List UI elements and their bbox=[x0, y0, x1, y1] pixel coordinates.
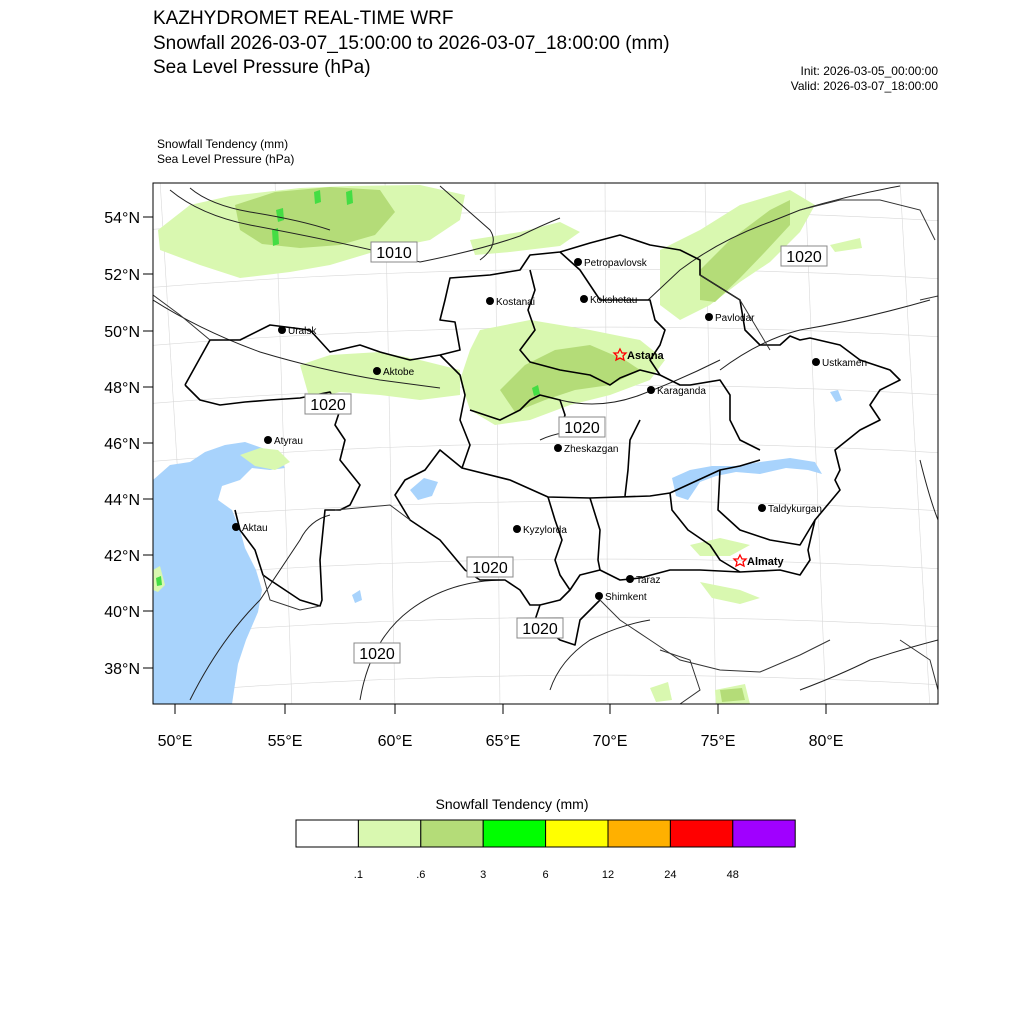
city-label-zheskazgan: Zheskazgan bbox=[564, 444, 619, 455]
snowfall-shading bbox=[153, 185, 862, 704]
init-time: Init: 2026-03-05_00:00:00 bbox=[800, 64, 938, 78]
lon-tick-label: 60°E bbox=[377, 733, 413, 750]
isobar-label: 1010 bbox=[376, 245, 412, 262]
colorbar-swatch bbox=[483, 820, 545, 847]
colorbar-label: 3 bbox=[480, 869, 487, 881]
city-dot-karaganda bbox=[647, 386, 655, 394]
colorbar-label: 24 bbox=[664, 869, 677, 881]
lat-tick-label: 46°N bbox=[104, 436, 140, 453]
city-label-aktau: Aktau bbox=[242, 523, 268, 534]
lon-tick-label: 75°E bbox=[700, 733, 736, 750]
colorbar-label: 48 bbox=[726, 869, 739, 881]
isobar-label: 1020 bbox=[310, 397, 346, 414]
lat-tick-label: 42°N bbox=[104, 548, 140, 565]
city-dot-ustkamen bbox=[812, 358, 820, 366]
lat-tick-label: 40°N bbox=[104, 604, 140, 621]
city-dot-zheskazgan bbox=[554, 444, 562, 452]
valid-time: Valid: 2026-03-07_18:00:00 bbox=[790, 79, 938, 93]
map-title: KAZHYDROMET REAL-TIME WRF bbox=[153, 8, 454, 29]
field-title: Sea Level Pressure (hPa) bbox=[153, 57, 371, 78]
city-dot-pavlodar bbox=[705, 313, 713, 321]
city-markers bbox=[232, 258, 867, 603]
colorbar-label: .1 bbox=[353, 869, 363, 881]
colorbar-swatch bbox=[733, 820, 795, 847]
colorbar-label: .6 bbox=[416, 869, 426, 881]
lat-tick-label: 50°N bbox=[104, 324, 140, 341]
city-label-almaty: Almaty bbox=[747, 556, 784, 568]
city-dot-uralsk bbox=[278, 326, 286, 334]
colorbar-swatch bbox=[608, 820, 670, 847]
city-dot-petropavlovsk bbox=[574, 258, 582, 266]
city-dot-kokshetau bbox=[580, 295, 588, 303]
map-subtitle: Snowfall 2026-03-07_15:00:00 to 2026-03-07_18:00:00 (mm) bbox=[153, 33, 670, 54]
city-dot-aktobe bbox=[373, 367, 381, 375]
aral-sea bbox=[410, 478, 438, 500]
city-dot-kyzylorda bbox=[513, 525, 521, 533]
city-label-petropavlovsk: Petropavlovsk bbox=[584, 258, 647, 269]
city-dot-aktau bbox=[232, 523, 240, 531]
colorbar bbox=[296, 820, 795, 881]
city-label-kostanai: Kostanai bbox=[496, 297, 535, 308]
city-label-kyzylorda: Kyzylorda bbox=[523, 525, 567, 536]
lat-tick-label: 38°N bbox=[104, 661, 140, 678]
lon-tick-label: 55°E bbox=[267, 733, 303, 750]
city-label-taraz: Taraz bbox=[636, 575, 661, 586]
city-dot-atyrau bbox=[264, 436, 272, 444]
colorbar-label: 12 bbox=[601, 869, 615, 881]
city-dot-taraz bbox=[626, 575, 634, 583]
lat-tick-label: 52°N bbox=[104, 267, 140, 284]
lon-tick-label: 80°E bbox=[808, 733, 844, 750]
isobar-label: 1020 bbox=[564, 420, 600, 437]
city-label-pavlodar: Pavlodar bbox=[715, 313, 755, 324]
lat-tick-label: 48°N bbox=[104, 380, 140, 397]
lat-tick-label: 54°N bbox=[104, 210, 140, 227]
colorbar-label: 6 bbox=[542, 869, 549, 881]
city-label-kokshetau: Kokshetau bbox=[590, 295, 638, 306]
city-label-atyrau: Atyrau bbox=[274, 436, 303, 447]
city-label-aktobe: Aktobe bbox=[383, 367, 415, 378]
colorbar-title: Snowfall Tendency (mm) bbox=[435, 796, 589, 812]
city-label-ustkamen: Ustkamen bbox=[822, 358, 868, 369]
variable-label-pressure: Sea Level Pressure (hPa) bbox=[157, 152, 295, 166]
isobar-label: 1020 bbox=[359, 646, 395, 663]
colorbar-swatch bbox=[546, 820, 608, 847]
colorbar-swatch bbox=[670, 820, 732, 847]
colorbar-swatch bbox=[296, 820, 358, 847]
colorbar-swatch bbox=[421, 820, 483, 847]
city-dot-kostanai bbox=[486, 297, 494, 305]
city-label-taldykurgan: Taldykurgan bbox=[768, 504, 822, 515]
caspian-sea bbox=[153, 442, 285, 704]
variable-label-snowfall: Snowfall Tendency (mm) bbox=[157, 137, 289, 151]
lon-tick-label: 65°E bbox=[485, 733, 521, 750]
city-label-shimkent: Shimkent bbox=[605, 592, 647, 603]
longitude-labels bbox=[158, 733, 844, 750]
city-dot-taldykurgan bbox=[758, 504, 766, 512]
city-label-karaganda: Karaganda bbox=[657, 386, 706, 397]
isobar-label: 1020 bbox=[786, 249, 822, 266]
isobar-label: 1020 bbox=[472, 560, 508, 577]
lat-tick-label: 44°N bbox=[104, 492, 140, 509]
isobar-label: 1020 bbox=[522, 621, 558, 638]
city-label-uralsk: Uralsk bbox=[288, 326, 317, 337]
city-label-astana: Astana bbox=[627, 350, 664, 362]
latitude-labels bbox=[104, 210, 140, 678]
lon-tick-label: 70°E bbox=[592, 733, 628, 750]
colorbar-swatch bbox=[358, 820, 420, 847]
lon-tick-label: 50°E bbox=[157, 733, 193, 750]
city-dot-shimkent bbox=[595, 592, 603, 600]
